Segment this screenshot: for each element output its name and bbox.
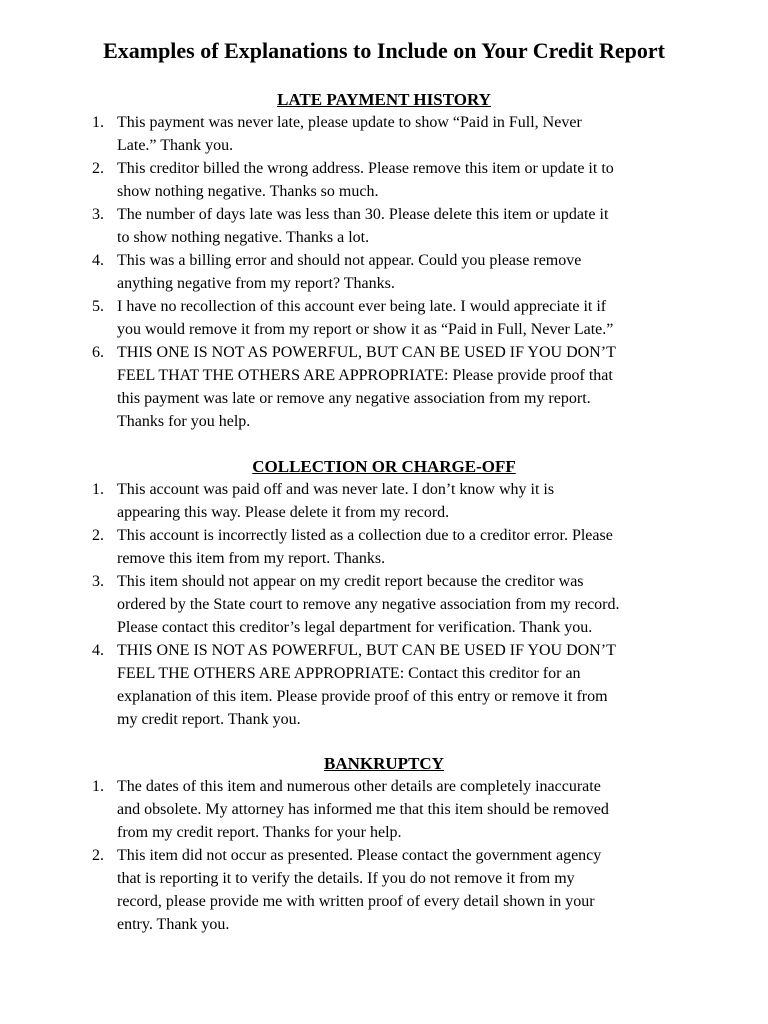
item-line: FEEL THAT THE OTHERS ARE APPROPRIATE: Please provide proof that bbox=[117, 367, 613, 384]
list-item bbox=[0, 157, 677, 203]
item-number: 1. bbox=[92, 778, 104, 795]
list-item bbox=[0, 775, 677, 844]
item-line: I have no recollection of this account ever being late. I would appreciate it if bbox=[117, 298, 607, 315]
section-collection-or-charge-off bbox=[0, 455, 768, 731]
item-line: you would remove it from my report or show it as “Paid in Full, Never Late.” bbox=[117, 321, 614, 338]
item-line: this payment was late or remove any negative association from my report. bbox=[117, 390, 591, 407]
item-line: from my credit report. Thanks for your help. bbox=[117, 824, 402, 841]
list-item bbox=[0, 524, 677, 570]
list-item bbox=[0, 249, 677, 295]
section-heading: BANKRUPTCY bbox=[324, 754, 444, 773]
item-number: 3. bbox=[92, 573, 104, 590]
section-heading: LATE PAYMENT HISTORY bbox=[277, 90, 491, 109]
list-item bbox=[0, 844, 677, 936]
list-item bbox=[0, 295, 677, 341]
item-line: The number of days late was less than 30. Please delete this item or update it bbox=[117, 206, 609, 223]
item-number: 5. bbox=[92, 298, 104, 315]
item-line: that is reporting it to verify the details. If you do not remove it from my bbox=[117, 870, 575, 887]
item-list bbox=[0, 111, 768, 433]
item-number: 4. bbox=[92, 252, 104, 269]
item-line: The dates of this item and numerous other details are completely inaccurate bbox=[117, 778, 601, 795]
list-item bbox=[0, 478, 677, 524]
item-line: This creditor billed the wrong address. Please remove this item or update it to bbox=[117, 160, 614, 177]
item-line: ordered by the State court to remove any negative association from my record. bbox=[117, 596, 620, 613]
item-line: appearing this way. Please delete it from my record. bbox=[117, 504, 450, 521]
list-item bbox=[0, 203, 677, 249]
item-line: This item should not appear on my credit report because the creditor was bbox=[117, 573, 584, 590]
item-list bbox=[0, 478, 768, 731]
item-number: 2. bbox=[92, 527, 104, 544]
item-line: This item did not occur as presented. Please contact the government agency bbox=[117, 847, 602, 864]
list-item bbox=[0, 639, 677, 731]
section-bankruptcy bbox=[0, 752, 768, 936]
item-line: to show nothing negative. Thanks a lot. bbox=[117, 229, 370, 246]
item-number: 2. bbox=[92, 160, 104, 177]
item-line: Thanks for you help. bbox=[117, 413, 251, 430]
item-number: 1. bbox=[92, 481, 104, 498]
item-line: my credit report. Thank you. bbox=[117, 711, 301, 728]
item-number: 6. bbox=[92, 344, 104, 361]
item-line: explanation of this item. Please provide proof of this entry or remove it from bbox=[117, 688, 608, 705]
section-late-payment-history bbox=[0, 88, 768, 433]
item-number: 1. bbox=[92, 114, 104, 131]
item-line: FEEL THE OTHERS ARE APPROPRIATE: Contact this creditor for an bbox=[117, 665, 581, 682]
item-line: Late.” Thank you. bbox=[117, 137, 234, 154]
item-number: 2. bbox=[92, 847, 104, 864]
item-number: 4. bbox=[92, 642, 104, 659]
item-line: THIS ONE IS NOT AS POWERFUL, BUT CAN BE USED IF YOU DON’T bbox=[117, 642, 616, 659]
list-item bbox=[0, 341, 677, 433]
item-line: entry. Thank you. bbox=[117, 916, 230, 933]
section-heading: COLLECTION OR CHARGE-OFF bbox=[252, 457, 516, 476]
item-line: This account is incorrectly listed as a collection due to a creditor error. Please bbox=[117, 527, 613, 544]
item-list bbox=[0, 775, 768, 936]
item-line: show nothing negative. Thanks so much. bbox=[117, 183, 379, 200]
item-line: remove this item from my report. Thanks. bbox=[117, 550, 386, 567]
item-line: and obsolete. My attorney has informed me that this item should be removed bbox=[117, 801, 609, 818]
item-line: anything negative from my report? Thanks. bbox=[117, 275, 395, 292]
item-line: This account was paid off and was never late. I don’t know why it is bbox=[117, 481, 555, 498]
list-item bbox=[0, 111, 677, 157]
document-title: Examples of Explanations to Include on Your Credit Report bbox=[103, 38, 665, 63]
item-line: This was a billing error and should not appear. Could you please remove bbox=[117, 252, 582, 269]
item-line: THIS ONE IS NOT AS POWERFUL, BUT CAN BE USED IF YOU DON’T bbox=[117, 344, 616, 361]
item-line: record, please provide me with written proof of every detail shown in your bbox=[117, 893, 595, 910]
list-item bbox=[0, 570, 677, 639]
item-line: This payment was never late, please update to show “Paid in Full, Never bbox=[117, 114, 582, 131]
item-number: 3. bbox=[92, 206, 104, 223]
item-line: Please contact this creditor’s legal department for verification. Thank you. bbox=[117, 619, 593, 636]
